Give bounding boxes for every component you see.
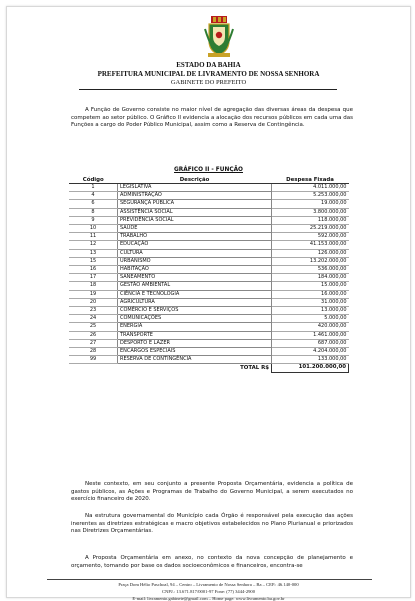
paragraph-proposal: A Proposta Orçamentária em anexo, no contexto da nova concepção de planejamento e orçamento, tomando por base os dados socioeconômicos e financeiros, encontra-se bbox=[71, 555, 353, 569]
header-code: Código bbox=[69, 177, 118, 184]
footer-contact: CNPJ.: 13.671.817/0001-97 Fone: (77) 3444-2900 bbox=[161, 589, 256, 594]
table-row: 12 EDUCAÇÃO 41.153.000,00 bbox=[69, 241, 349, 249]
table-row: 6 SEGURANÇA PÚBLICA 19.000,00 bbox=[69, 200, 349, 208]
table-row: 11 TRABALHO 592.000,00 bbox=[69, 233, 349, 241]
table-row: 16 HABITAÇÃO 536.000,00 bbox=[69, 266, 349, 274]
table-row: 24 COMUNICAÇÕES 5.000,00 bbox=[69, 315, 349, 323]
paragraph-context: Neste contexto, em seu conjunto a presente Proposta Orçamentária, evidencia a política de gastos públicos, as Ações e Programas de Trabalho do Governo Municipal, a serem executados no exercício financeiro de 2020. bbox=[71, 481, 353, 503]
municipal-coat-of-arms-icon bbox=[204, 15, 234, 59]
table-row: 1 LEGISLATIVA 4.011.000,00 bbox=[69, 184, 349, 192]
document-page bbox=[6, 6, 411, 601]
footer-address: Praça Dom Hélio Paschoal, 94 – Centro – Livramento de Nossa Senhora – Ba – CEP.: 46.140-000 bbox=[118, 582, 299, 587]
table-row: 23 COMÉRCIO E SERVIÇOS 13.000,00 bbox=[69, 307, 349, 315]
total-label: TOTAL R$ bbox=[240, 364, 269, 371]
table-row: 8 ASSISTÊNCIA SOCIAL 3.800.000,00 bbox=[69, 208, 349, 216]
function-table bbox=[69, 177, 349, 373]
table-row: 10 SAÚDE 25.219.000,00 bbox=[69, 225, 349, 233]
table-row: 13 CULTURA 126.000,00 bbox=[69, 249, 349, 257]
header-office: GABINETE DO PREFEITO bbox=[170, 79, 247, 86]
header-state: ESTADO DA BAHIA bbox=[176, 61, 241, 69]
table-row: 17 SANEAMENTO 184.000,00 bbox=[69, 274, 349, 282]
total-value: 101.200.000,00 bbox=[272, 364, 349, 372]
table-row: 15 URBANISMO 13.202.000,00 bbox=[69, 257, 349, 265]
table-row: 25 ENERGIA 420.000,00 bbox=[69, 323, 349, 331]
table-row: 4 ADMINISTRAÇÃO 5.253.000,00 bbox=[69, 192, 349, 200]
table-row: 18 GESTÃO AMBIENTAL 15.000,00 bbox=[69, 282, 349, 290]
table-title: GRÁFICO II - FUNÇÃO bbox=[174, 167, 243, 173]
header-value: Despesa Fixada bbox=[272, 177, 349, 184]
paragraph-structure: Na estrutura governamental do Município cada Órgão é responsável pela execução das ações inerentes as diretrizes estratégicas e macro objetivos estabelecidos no Plano Plurianual e priorizados nas Diretrizes Orçamentárias. bbox=[71, 513, 353, 535]
table-row: 20 AGRICULTURA 31.000,00 bbox=[69, 298, 349, 306]
intro-paragraph: A Função de Governo consiste no maior nível de agregação das diversas áreas da despesa que competem ao setor público. O Gráfico II evidencia a alocação dos recursos públicos em cada uma das Funções a cargo do Poder Público Municipal, assim como a Reserva de Contingência. bbox=[71, 107, 353, 129]
footer-web: E-mail: livramento.gabinete@gmail.com – Home page: www.livramento.ba.gov.br bbox=[132, 596, 285, 601]
table-row: 26 TRANSPORTE 1.461.000,00 bbox=[69, 331, 349, 339]
table-row: 99 RESERVA DE CONTINGÊNCIA 133.000,00 bbox=[69, 356, 349, 364]
header-divider bbox=[79, 89, 337, 90]
header-description: Descrição bbox=[118, 177, 272, 184]
table-row: 9 PREVIDÊNCIA SOCIAL 118.000,00 bbox=[69, 216, 349, 224]
table-row: 19 CIÊNCIA E TECNOLOGIA 16.000,00 bbox=[69, 290, 349, 298]
table-row: 28 ENCARGOS ESPECIAIS 4.204.000,00 bbox=[69, 348, 349, 356]
table-row: 27 DESPORTO E LAZER 687.000,00 bbox=[69, 339, 349, 347]
table-total-row bbox=[69, 364, 349, 372]
footer-divider bbox=[47, 579, 372, 580]
header-prefecture: PREFEITURA MUNICIPAL DE LIVRAMENTO DE NOSSA SENHORA bbox=[97, 70, 320, 78]
